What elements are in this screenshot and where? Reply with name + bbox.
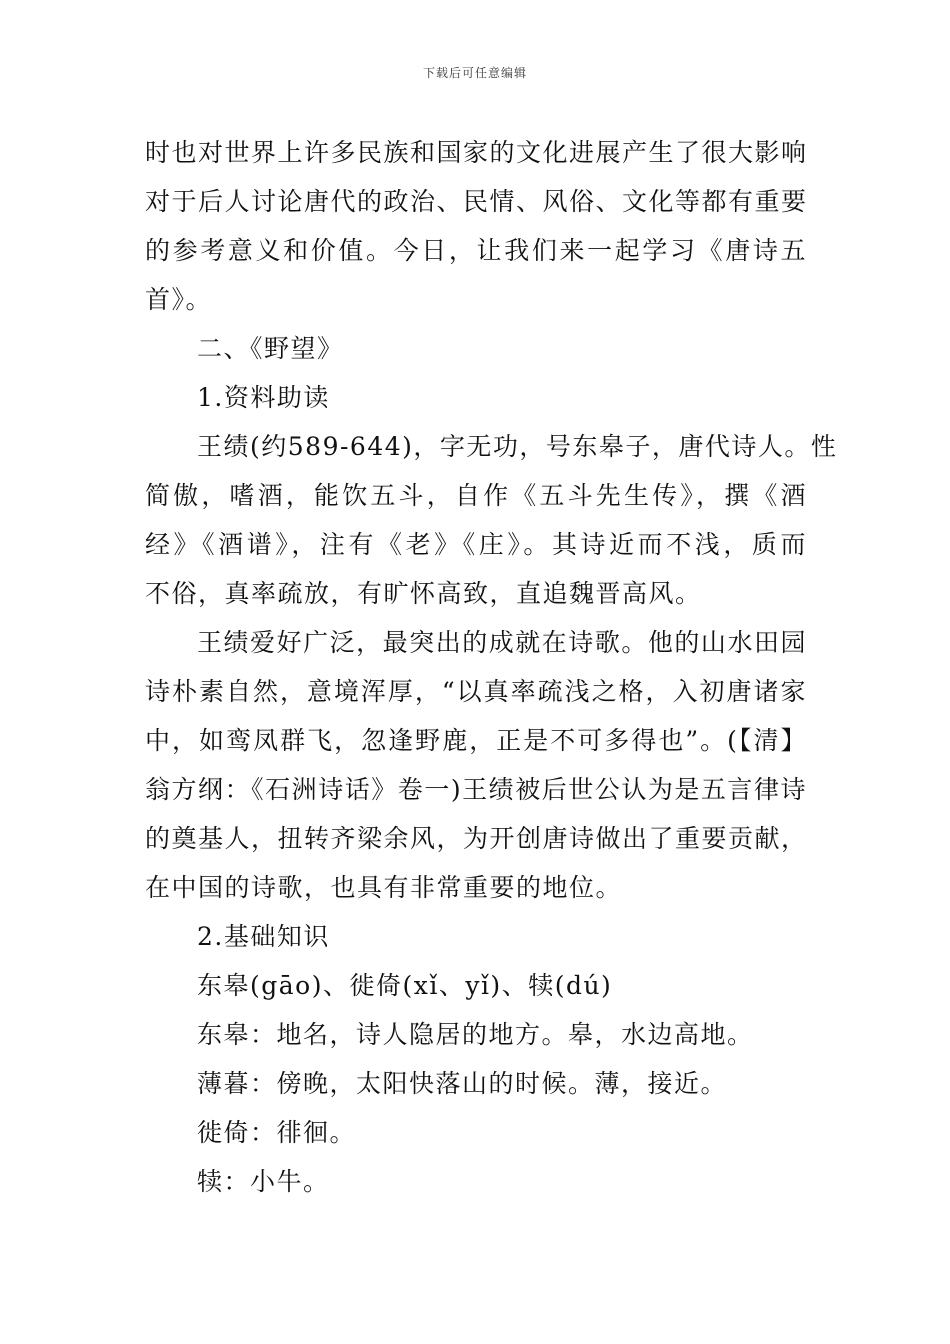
pronunciation-line: 东皋(gāo)、徙倚(xǐ、yǐ)、犊(dú) xyxy=(197,971,613,1000)
gloss-xiyi: 徙倚：徘徊。 xyxy=(197,1118,357,1147)
achievement-line: 在中国的诗歌，也具有非常重要的地位。 xyxy=(145,873,623,902)
subsection-title-materials: 1.资料助读 xyxy=(197,383,330,412)
achievement-line: 王绩爱好广泛，最突出的成就在诗歌。他的山水田园 xyxy=(197,628,807,657)
intro-line: 首》。 xyxy=(145,285,213,314)
achievement-line: 的奠基人，扭转齐梁余风，为开创唐诗做出了重要贡献， xyxy=(145,824,808,853)
achievement-line: 诗朴素自然，意境浑厚，“以真率疏浅之格，入初唐诸家 xyxy=(145,677,807,706)
gloss-bomu: 薄暮：傍晚，太阳快落山的时候。薄，接近。 xyxy=(197,1069,728,1098)
achievement-paragraph xyxy=(145,618,807,912)
section-title: 二、《野望》 xyxy=(197,334,344,363)
page-header: 下载后可任意编辑 xyxy=(422,66,527,80)
intro-line: 的参考意义和价值。今日，让我们来一起学习《唐诗五 xyxy=(145,236,807,265)
biography-line: 简傲，嗜酒，能饮五斗，自作《五斗先生传》，撰《酒 xyxy=(145,481,807,510)
gloss-donggao: 东皋：地名，诗人隐居的地方。皋，水边高地。 xyxy=(197,1020,754,1049)
subsection-title-basics: 2.基础知识 xyxy=(197,922,330,951)
biography-line: 不俗，真率疏放，有旷怀高致，直追魏晋高风。 xyxy=(145,579,702,608)
biography-line: 王绩(约589-644)，字无功，号东皋子，唐代诗人。性 xyxy=(197,432,838,461)
intro-paragraph xyxy=(145,128,807,324)
biography-line: 经》《酒谱》，注有《老》《庄》。其诗近而不浅，质而 xyxy=(145,530,807,559)
achievement-line: 翁方纲：《石洲诗话》卷一)王绩被后世公认为是五言律诗 xyxy=(145,775,807,804)
biography-paragraph xyxy=(145,422,838,618)
intro-line: 时也对世界上许多民族和国家的文化进展产生了很大影响 xyxy=(145,138,808,167)
achievement-line: 中，如鸾凤群飞，忽逢野鹿，正是不可多得也”。(【清】 xyxy=(145,726,807,755)
intro-line: 对于后人讨论唐代的政治、民情、风俗、文化等都有重要 xyxy=(145,187,808,216)
gloss-du: 犊：小牛。 xyxy=(197,1167,330,1196)
document-body xyxy=(145,128,838,1206)
